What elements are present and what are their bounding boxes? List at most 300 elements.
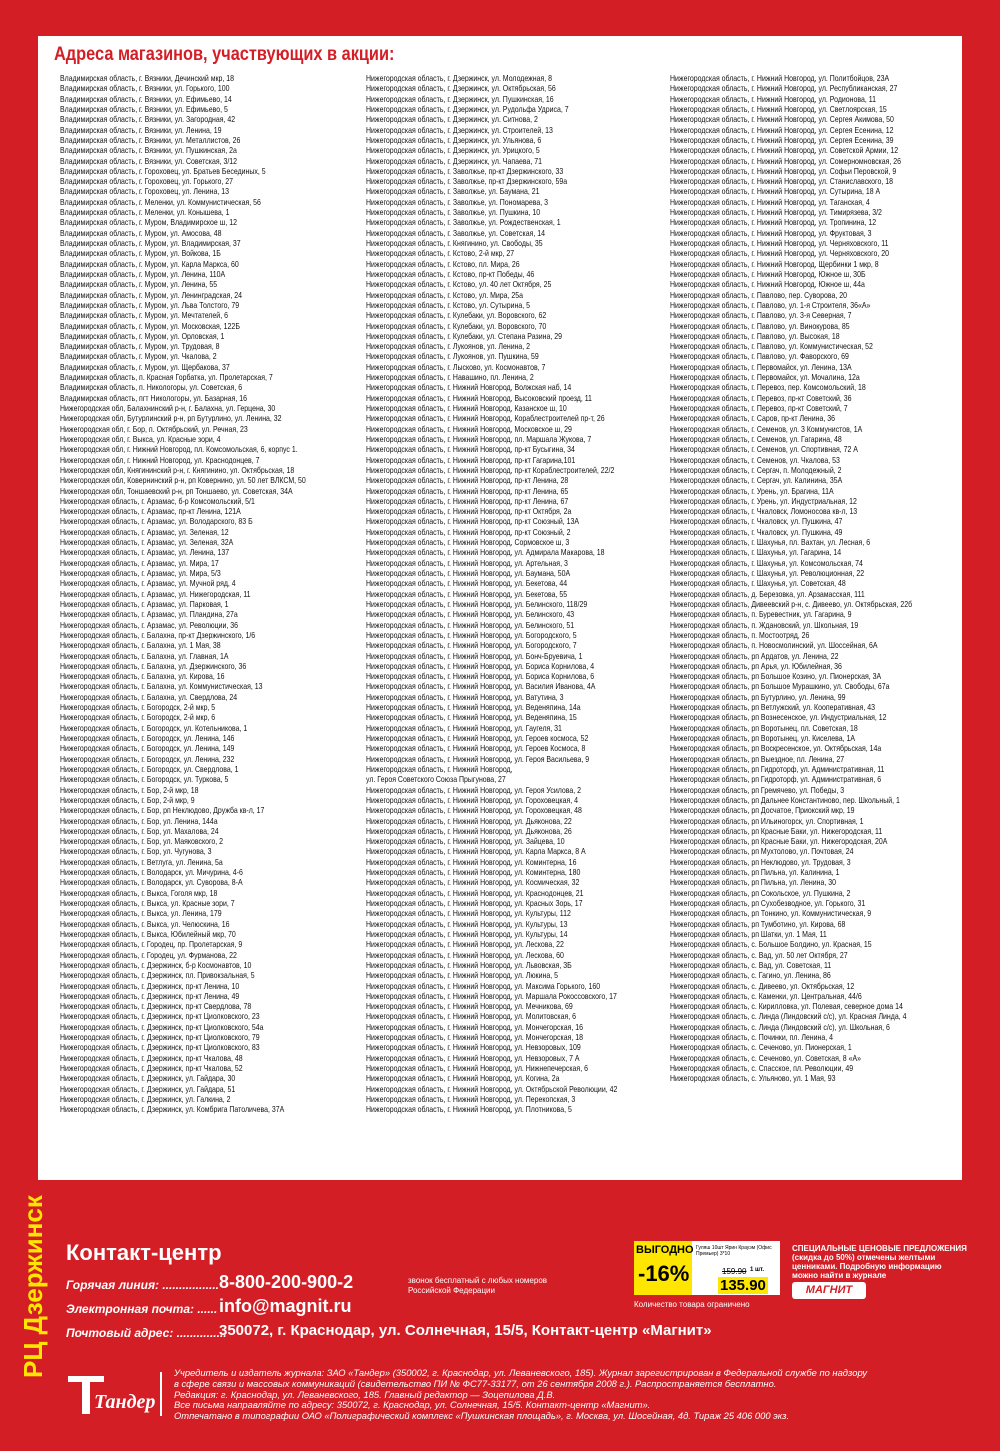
store-address: Нижегородская область, г. Первомайск, ул. Мочалина, 12а bbox=[670, 372, 860, 383]
store-address: Нижегородская область, г. Заволжье, пр-кт Дзержинского, 33 bbox=[366, 165, 564, 176]
store-address: Нижегородская область, рп Тонкино, ул. Коммунистическая, 9 bbox=[670, 908, 872, 919]
post-label: Почтовый адрес: ............... bbox=[66, 1326, 227, 1340]
store-address: Нижегородская область, г. Нижний Новгород, ул. Героев Космоса, 8 bbox=[366, 743, 586, 754]
store-address: Нижегородская область, г. Нижний Новгород, ул. Белинского, 51 bbox=[366, 619, 575, 630]
store-address: Нижегородская область, г. Дзержинск, пл. Привокзальная, 5 bbox=[60, 970, 255, 981]
store-address: Нижегородская область, г. Дзержинск, ул. Ульянова, 6 bbox=[366, 134, 542, 145]
store-address: Нижегородская область, г. Дзержинск, ул. Чапаева, 71 bbox=[366, 155, 542, 166]
store-address: Нижегородская область, с. Гагино, ул. Ленина, 86 bbox=[670, 970, 831, 981]
store-address: Нижегородская область, г. Нижний Новгород, пл. Маршала Жукова, 7 bbox=[366, 433, 592, 444]
store-address: Нижегородская область, г. Семенов, ул. Гагарина, 48 bbox=[670, 433, 842, 444]
store-address: Нижегородская область, г. Нижний Новгород, ул. Сергея Акимова, 50 bbox=[670, 114, 894, 125]
store-address: Нижегородская область, г. Богородск, ул. Ленина, 149 bbox=[60, 743, 235, 754]
store-address: Нижегородская область, г. Нижний Новгород, Волжская наб, 14 bbox=[366, 382, 572, 393]
store-address: Нижегородская область, г. Нижний Новгород, Кораблестроителей пр-т, 26 bbox=[366, 413, 605, 424]
store-address: Нижегородская область, г. Нижний Новгород, ул. Мончегорская, 16 bbox=[366, 1021, 583, 1032]
store-address: Нижегородская область, рп Мухтолово, ул. Почтовая, 24 bbox=[670, 846, 854, 857]
store-address: Нижегородская область, г. Нижний Новгород, ул. Гороховецкая, 48 bbox=[366, 805, 582, 816]
store-address: Нижегородская область, с. Вад, ул. 50 лет Октября, 27 bbox=[670, 949, 848, 960]
imprint-line-2: в сфере связи и массовых коммуникаций (свидетельство ПИ № ФС77-33177, от 26 сентября 2008 г.). Распространяется бесплатно. bbox=[174, 1377, 777, 1389]
store-address: Нижегородская область, г. Нижний Новгород, Щербинки 1 мкр, 8 bbox=[670, 258, 879, 269]
store-address: Нижегородская область, г. Нижний Новгород, ул. Невзоровых, 109 bbox=[366, 1042, 581, 1053]
magnit-logo: МАГНИТ bbox=[792, 1282, 866, 1299]
store-address: Нижегородская область, г. Дзержинск, ул. Гайдара, 30 bbox=[60, 1073, 236, 1084]
contact-center-title: Контакт-центр bbox=[66, 1240, 222, 1265]
store-address: Нижегородская область, г. Заволжье, ул. Рождественская, 1 bbox=[366, 217, 561, 228]
store-address: Нижегородская обл, Балахнинский р-н, г. Балахна, ул. Герцена, 30 bbox=[60, 403, 276, 413]
store-address: Владимирская область, г. Вязники, ул. Ефимьево, 14 bbox=[60, 93, 232, 104]
store-address: Нижегородская область, г. Нижний Новгород, ул. Веденяпина, 15 bbox=[366, 712, 577, 723]
store-address: Нижегородская область, г. Балахна, ул. Дзержинского, 36 bbox=[60, 660, 247, 671]
store-address: Нижегородская область, п. Буревестник, ул. Гагарина, 9 bbox=[670, 609, 852, 620]
store-address: Нижегородская область, рп Красные Баки, ул. Нижегородская, 11 bbox=[670, 825, 883, 836]
store-address: Нижегородская область, г. Нижний Новгород, ул. Перекопская, 3 bbox=[366, 1093, 576, 1104]
store-address: Нижегородская область, г. Павлово, ул. 3-я Северная, 7 bbox=[670, 310, 852, 321]
store-address: ул. Героя Советского Союза Прыгунова, 27 bbox=[366, 774, 506, 785]
store-address: Нижегородская область, г. Нижний Новгород, пр-кт Союзный, 2 bbox=[366, 526, 571, 537]
side-label: РЦ Дзержинск bbox=[18, 1195, 48, 1378]
store-address: Нижегородская область, г. Нижний Новгород, ул. Богородского, 7 bbox=[366, 640, 577, 651]
store-address: Нижегородская область, г. Бор, рп Неклюдово, Дружба кв-л, 17 bbox=[60, 805, 265, 816]
store-address: Нижегородская область, г. Нижний Новгород, ул. Софьи Перовской, 9 bbox=[670, 165, 897, 176]
store-address: Нижегородская область, г. Арзамас, ул. Володарского, 83 Б bbox=[60, 516, 253, 527]
store-address: Нижегородская область, рп Большое Козино, ул. Пионерская, 3А bbox=[670, 671, 882, 682]
badge-top-text: ВЫГОДНО bbox=[636, 1244, 694, 1256]
tander-logo-text: Тандер bbox=[94, 1391, 156, 1413]
store-address: Нижегородская область, г. Арзамас, ул. Нижегородская, 11 bbox=[60, 588, 251, 599]
store-address: Нижегородская область, с. Линда (Линдовский с/с), ул. Школьная, 6 bbox=[670, 1021, 890, 1032]
store-address: Нижегородская область, г. Нижний Новгород, ул. Героев космоса, 52 bbox=[366, 733, 589, 743]
store-address: Владимирская область, г. Муром, Владимирское ш, 12 bbox=[60, 217, 237, 228]
store-address: Нижегородская область, г. Кулебаки, ул. Воровского, 62 bbox=[366, 310, 547, 321]
new-price: 135.90 bbox=[720, 1277, 766, 1294]
store-address: Владимирская область, г. Муром, ул. Московская, 122Б bbox=[60, 320, 240, 331]
store-address: Нижегородская область, г. Дзержинск, б-р Космонавтов, 10 bbox=[60, 959, 252, 970]
store-address: Нижегородская область, г. Кулебаки, ул. Степана Разина, 29 bbox=[366, 330, 562, 341]
store-address: Нижегородская область, г. Нижний Новгород, ул. Веденяпина, 14а bbox=[366, 702, 581, 713]
store-address: Нижегородская область, г. Нижний Новгород, ул. Героя Усилова, 2 bbox=[366, 784, 582, 795]
store-address: Нижегородская область, г. Дзержинск, пр-кт Ленина, 10 bbox=[60, 980, 240, 991]
store-address: Нижегородская область, г. Арзамас, ул. Пландина, 27а bbox=[60, 609, 238, 620]
imprint-line-4: Все письма направляйте по адресу: 350072, г. Краснодар, ул. Солнечная, 15/5. Контакт-центр «Магнит». bbox=[174, 1399, 651, 1411]
store-address: Нижегородская область, г. Нижний Новгород, ул. Советской Армии, 12 bbox=[670, 145, 899, 156]
store-address: Владимирская область, г. Муром, ул. Мечтателей, 6 bbox=[60, 310, 228, 321]
store-address: Нижегородская область, с. Большое Болдино, ул. Красная, 15 bbox=[670, 939, 872, 950]
store-address: Нижегородская область, г. Нижний Новгород, ул. Зайцева, 10 bbox=[366, 836, 565, 847]
store-address: Нижегородская область, г. Шахунья, ул. Комсомольская, 74 bbox=[670, 557, 863, 568]
store-address: Нижегородская область, рп Гидроторф, ул. Административная, 11 bbox=[670, 763, 885, 774]
store-address: Владимирская область, г. Муром, ул. Войкова, 1Б bbox=[60, 248, 221, 259]
store-address: Нижегородская область, Дивеевский р-н, с. Дивеево, ул. Октябрьская, 22б bbox=[670, 598, 913, 609]
store-address: Нижегородская область, г. Нижний Новгород, Московское ш, 29 bbox=[366, 423, 572, 434]
store-address: Нижегородская область, г. Арзамас, ул. Мира, 5/3 bbox=[60, 568, 221, 578]
store-address: Нижегородская область, рп Выездное, пл. Ленина, 27 bbox=[670, 753, 845, 764]
store-address: Нижегородская область, г. Нижний Новгород, ул. Мончегорская, 18 bbox=[366, 1032, 583, 1043]
store-address: Нижегородская область, рп Гремячево, ул. Победы, 3 bbox=[670, 784, 845, 795]
store-address: Нижегородская область, г. Нижний Новгород, ул. Гороховецкая, 4 bbox=[366, 794, 578, 805]
store-address: Нижегородская область, рп Большое Мурашкино, ул. Свободы, 67а bbox=[670, 681, 890, 692]
store-address: Владимирская область, г. Муром, ул. Владимирская, 37 bbox=[60, 238, 241, 248]
store-address: Нижегородская область, г. Нижний Новгород, ул. Маршала Рокоссовского, 17 bbox=[366, 990, 617, 1001]
store-address: Нижегородская область, г. Нижний Новгород, пр-кт Гагарина,101 bbox=[366, 454, 576, 465]
store-address: Владимирская область, г. Вязники, ул. Ефимьево, 5 bbox=[60, 103, 228, 114]
store-address: Нижегородская область, г. Дзержинск, пр-кт Чкалова, 52 bbox=[60, 1063, 243, 1073]
store-address: Нижегородская область, с. Каменки, ул. Центральная, 44/6 bbox=[670, 990, 862, 1001]
discount-percent: -16% bbox=[638, 1261, 690, 1286]
store-address: Нижегородская область, г. Городец, пр. Пролетарская, 9 bbox=[60, 939, 243, 950]
store-address: Нижегородская область, г. Нижний Новгород, ул. Красных Зорь, 17 bbox=[366, 898, 583, 908]
store-address: Нижегородская область, г. Шахунья, ул. Революционная, 22 bbox=[670, 568, 865, 578]
store-address: Нижегородская область, г. Лукоянов, ул. Ленина, 2 bbox=[366, 341, 531, 352]
store-address: Нижегородская область, с. Дивеево, ул. Октябрьская, 12 bbox=[670, 980, 855, 991]
store-address: Нижегородская область, г. Павлово, ул. 1-я Строителя, 36«А» bbox=[670, 299, 871, 310]
store-address: Нижегородская область, г. Нижний Новгород, ул. Василия Иванова, 4А bbox=[366, 681, 596, 692]
store-address: Нижегородская область, г. Дзержинск, ул. Галкина, 2 bbox=[60, 1093, 231, 1104]
store-address: Нижегородская область, г. Нижний Новгород, пр-кт Ленина, 65 bbox=[366, 485, 569, 496]
store-address: Нижегородская область, г. Нижний Новгород, ул. Станиславского, 18 bbox=[670, 176, 893, 187]
store-address: Нижегородская область, г. Нижний Новгород, ул. Республиканская, 27 bbox=[670, 83, 898, 94]
store-address: Нижегородская область, г. Нижний Новгород, ул. Артельная, 3 bbox=[366, 557, 568, 568]
promo-caption: Количество товара ограничено bbox=[634, 1300, 750, 1309]
store-address: Нижегородская область, рп Арья, ул. Юбилейная, 36 bbox=[670, 660, 842, 671]
store-address: Нижегородская область, г. Нижний Новгород, ул. Культуры, 14 bbox=[366, 928, 568, 939]
store-address: Нижегородская область, г. Семенов, ул. Спортивная, 72 А bbox=[670, 444, 858, 455]
store-address: Нижегородская область, г. Арзамас, б-р Комсомольский, 5/1 bbox=[60, 495, 255, 506]
store-address: Нижегородская область, г. Нижний Новгород, ул. Родионова, 11 bbox=[670, 93, 876, 104]
store-address: Нижегородская область, г. Нижний Новгород, ул. Космическая, 32 bbox=[366, 877, 580, 888]
store-address: Нижегородская область, г. Дзержинск, пр-кт Циолковского, 79 bbox=[60, 1032, 260, 1043]
address-column-2 bbox=[366, 73, 664, 1115]
store-address: Нижегородская область, г. Нижний Новгород, ул. Ватутина, 3 bbox=[366, 691, 564, 702]
store-address: Нижегородская область, г. Нижний Новгород, ул. Краснодонцев, 21 bbox=[366, 887, 584, 898]
store-address: Нижегородская область, г. Нижний Новгород, пр-кт Бусыгина, 34 bbox=[366, 444, 575, 455]
price-unit: 1 шт. bbox=[750, 1267, 765, 1273]
store-address: Нижегородская область, г. Заволжье, пр-кт Дзержинского, 59а bbox=[366, 176, 568, 187]
store-address: Нижегородская область, рп Досчатое, Приокский мкр, 19 bbox=[670, 805, 855, 816]
store-address: Нижегородская область, г. Урень, ул. Индустриальная, 12 bbox=[670, 495, 857, 506]
store-address: Нижегородская область, г. Дзержинск, ул. Рудольфа Удриса, 7 bbox=[366, 103, 569, 114]
store-address: Нижегородская область, г. Нижний Новгород, Южное ш, 44а bbox=[670, 279, 865, 290]
store-address: Нижегородская область, рп Пильна, ул. Калинина, 1 bbox=[670, 867, 840, 878]
store-address: Нижегородская область, г. Володарск, ул. Суворова, 8-А bbox=[60, 877, 243, 888]
page-title: Адреса магазинов, участвующих в акции: bbox=[54, 44, 395, 65]
store-address: Нижегородская область, г. Нижний Новгород, ул. Сомерномновская, 26 bbox=[670, 155, 902, 166]
store-address: Нижегородская область, г. Балахна, ул. Свердлова, 24 bbox=[60, 691, 238, 702]
store-address: Нижегородская область, г. Арзамас, ул. Зеленая, 32А bbox=[60, 537, 234, 548]
store-address: Владимирская область, г. Гороховец, ул. Братьев Бесединых, 5 bbox=[60, 165, 266, 176]
store-address: Нижегородская область, г. Урень, ул. Брагина, 11А bbox=[670, 485, 834, 496]
store-address: Нижегородская область, г. Бор, 2-й мкр, 9 bbox=[60, 794, 195, 805]
store-address: Владимирская область, г. Вязники, ул. Металлистов, 26 bbox=[60, 134, 241, 145]
store-address: Нижегородская область, г. Бор, ул. Маяковского, 2 bbox=[60, 836, 224, 847]
store-address: Нижегородская область, г. Нижний Новгород, ул. Светлоярская, 15 bbox=[670, 103, 887, 114]
tander-logo bbox=[64, 1370, 158, 1418]
store-address: Нижегородская область, г. Богородск, ул. Туркова, 5 bbox=[60, 774, 229, 785]
store-address: Нижегородская обл, Бутурлинский р-н, рп Бутурлино, ул. Ленина, 32 bbox=[60, 413, 282, 424]
store-address: Нижегородская область, г. Нижний Новгород, ул. Баумана, 50А bbox=[366, 568, 571, 578]
store-address: Нижегородская область, г. Нижний Новгород, ул. Белинского, 43 bbox=[366, 609, 575, 620]
store-address: Владимирская область, г. Вязники, ул. Горького, 100 bbox=[60, 83, 230, 94]
store-address: Нижегородская область, г. Сергач, п. Молодежный, 2 bbox=[670, 464, 842, 475]
store-address: Нижегородская область, г. Ветлуга, ул. Ленина, 5а bbox=[60, 856, 223, 867]
store-address: Нижегородская область, г. Нижний Новгород, ул. Когина, 2а bbox=[366, 1073, 560, 1084]
store-address: Нижегородская область, г. Дзержинск, пр-кт Циолковского, 54а bbox=[60, 1021, 264, 1032]
store-address: Нижегородская область, г. Нижний Новгород, ул. Тимирязева, 3/2 bbox=[670, 207, 882, 218]
store-address: Нижегородская область, г. Заволжье, ул. Пономарева, 3 bbox=[366, 196, 549, 207]
address-column-3 bbox=[670, 73, 962, 1084]
store-address: Владимирская область, г. Вязники, ул. Пушкинская, 2а bbox=[60, 145, 237, 156]
store-address: Нижегородская область, г. Перевоз, пр-кт Советский, 36 bbox=[670, 392, 852, 403]
store-address: Нижегородская область, г. Кстово, 2-й мкр, 27 bbox=[366, 248, 515, 259]
store-address: Нижегородская область, рп Воротынец, ул. Киселева, 1А bbox=[670, 733, 856, 743]
store-address: Нижегородская область, г. Бор, ул. Чугунова, 3 bbox=[60, 846, 212, 857]
store-address: Нижегородская область, г. Павлово, ул. Коммунистическая, 52 bbox=[670, 341, 873, 352]
store-address: Нижегородская область, г. Дзержинск, ул. Урицкого, 5 bbox=[366, 145, 540, 156]
store-address: Нижегородская область, г. Дзержинск, ул. Пушкинская, 16 bbox=[366, 93, 554, 104]
store-address: Нижегородская область, г. Бор, ул. Махалова, 24 bbox=[60, 825, 219, 836]
store-address: Нижегородская область, г. Нижний Новгород, ул. Мечникова, 69 bbox=[366, 1001, 573, 1012]
hotline-number[interactable]: 8-800-200-900-2 bbox=[219, 1272, 354, 1292]
store-address: Нижегородская область, г. Нижний Новгород, ул. Лескова, 22 bbox=[366, 939, 564, 950]
store-address: Нижегородская область, г. Нижний Новгород, Казанское ш, 10 bbox=[366, 403, 567, 413]
store-address: Владимирская область, г. Муром, ул. Льва Толстого, 79 bbox=[60, 299, 240, 310]
store-address: Нижегородская область, г. Богородск, ул. Котельникова, 1 bbox=[60, 722, 248, 733]
store-address: Нижегородская область, г. Нижний Новгород, ул. Тропинина, 12 bbox=[670, 217, 877, 228]
store-address: Нижегородская область, г. Богородск, 2-й мкр, 5 bbox=[60, 702, 216, 713]
store-address: Нижегородская область, г. Нижний Новгород, ул. Сутырина, 18 А bbox=[670, 186, 881, 197]
store-address: Нижегородская область, п. Ждановский, ул. Школьная, 19 bbox=[670, 619, 859, 630]
store-address: Нижегородская область, г. Нижний Новгород, ул. Фруктовая, 3 bbox=[670, 227, 872, 238]
store-address: Нижегородская область, с. Вад, ул. Советская, 11 bbox=[670, 959, 832, 970]
store-address: Нижегородская область, г. Арзамас, ул. Мира, 17 bbox=[60, 557, 219, 568]
store-address: Нижегородская область, г. Нижний Новгород, ул. Сергея Есенина, 12 bbox=[670, 124, 894, 135]
store-address: Нижегородская область, г. Нижний Новгород, Высоковский проезд, 11 bbox=[366, 392, 592, 403]
imprint-line-1: Учредитель и издатель журнала: ЗАО «Тандер» (350002, г. Краснодар, ул. Леваневского, 185). Журнал зарегистрирован в Федеральной службе по надзору bbox=[174, 1367, 868, 1378]
store-address: Нижегородская область, г. Навашино, пл. Ленина, 2 bbox=[366, 372, 534, 383]
store-address: Нижегородская область, г. Кстово, пл. Мира, 26 bbox=[366, 258, 520, 269]
store-address: Нижегородская область, г. Дзержинск, ул. Комбрига Патоличева, 37А bbox=[60, 1104, 285, 1115]
hotline-note: звонок бесплатный с любых номеров Российской Федерации bbox=[408, 1276, 548, 1295]
hotline-label: Горячая линия: ................. bbox=[66, 1278, 220, 1292]
store-address: Нижегородская область, г. Нижний Новгород, ул. Дьяконова, 22 bbox=[366, 815, 572, 826]
store-address: Нижегородская обл, г. Бор, п. Октябрьский, ул. Речная, 23 bbox=[60, 423, 248, 434]
store-address: Нижегородская область, г. Выкса, ул. Челюскина, 16 bbox=[60, 918, 230, 929]
store-address: Нижегородская область, г. Арзамас, ул. Революции, 36 bbox=[60, 619, 238, 630]
store-address: Нижегородская область, г. Нижний Новгород, ул. Героя Васильева, 9 bbox=[366, 753, 590, 764]
imprint bbox=[174, 1368, 974, 1422]
store-address: Нижегородская область, г. Нижний Новгород, ул. Лескова, 60 bbox=[366, 949, 564, 960]
store-address: Нижегородская область, г. Нижний Новгород, ул. Бориса Корнилова, 6 bbox=[366, 671, 595, 682]
store-address: Нижегородская область, г. Нижний Новгород, Южное ш, 30Б bbox=[670, 268, 866, 279]
store-address: Нижегородская область, г. Нижний Новгород, Сормовское ш, 3 bbox=[366, 537, 570, 548]
store-address: Нижегородская область, г. Нижний Новгород, ул. Невзоровых, 7 А bbox=[366, 1052, 580, 1063]
store-address: Нижегородская область, г. Княгинино, ул. Свободы, 35 bbox=[366, 238, 543, 248]
store-address: Нижегородская область, г. Выкса, ул. Ленина, 179 bbox=[60, 908, 222, 919]
store-address: Нижегородская обл, Ковернинский р-н, рп Ковернино, ул. 50 лет ВЛКСМ, 50 bbox=[60, 475, 306, 486]
store-address: Нижегородская область, г. Арзамас, ул. Парковая, 1 bbox=[60, 598, 229, 609]
store-address: Нижегородская область, г. Нижний Новгород, ул. Политбойцов, 23А bbox=[670, 73, 890, 83]
store-address: Владимирская область, г. Гороховец, ул. Горького, 27 bbox=[60, 176, 233, 187]
store-address: Нижегородская обл, Тоншаевский р-н, рп Тоншаево, ул. Советская, 34А bbox=[60, 485, 293, 496]
store-address: Владимирская область, г. Муром, ул. Трудовая, 8 bbox=[60, 341, 220, 352]
store-address: Нижегородская область, с. Сеченово, ул. Советская, 8 «А» bbox=[670, 1052, 861, 1063]
store-address: Нижегородская область, г. Нижний Новгород, ул. Адмирала Макарова, 18 bbox=[366, 547, 605, 558]
store-address: Владимирская область, г. Меленки, ул. Конышева, 1 bbox=[60, 207, 230, 218]
store-address: Нижегородская обл, г. Выкса, ул. Красные зори, 4 bbox=[60, 433, 221, 444]
store-address: Нижегородская область, г. Дзержинск, ул. Ситнова, 2 bbox=[366, 114, 538, 125]
store-address: Владимирская область, п. Красная Горбатка, ул. Пролетарская, 7 bbox=[60, 372, 273, 383]
store-address: Нижегородская область, г. Дзержинск, пр-кт Ленина, 49 bbox=[60, 990, 240, 1001]
address-column-1 bbox=[60, 73, 358, 1115]
store-address: Нижегородская область, г. Нижний Новгород, ул. Дьяконова, 26 bbox=[366, 825, 572, 836]
store-address: Нижегородская область, г. Заволжье, ул. Пушкина, 10 bbox=[366, 207, 541, 218]
store-address: Нижегородская область, г. Нижний Новгород, ул. Бекетова, 44 bbox=[366, 578, 568, 589]
store-address: Нижегородская область, г. Семенов, ул. 3 Коммунистов, 1А bbox=[670, 423, 863, 434]
store-address: Нижегородская область, г. Нижний Новгород, ул. Максима Горького, 160 bbox=[366, 980, 601, 991]
store-address: Нижегородская область, г. Павлово, ул. Винокурова, 85 bbox=[670, 320, 850, 331]
store-address: Нижегородская область, п. Новосмолинский, ул. Шоссейная, 6А bbox=[670, 640, 878, 651]
store-address: Нижегородская область, г. Нижний Новгород, ул. Культуры, 13 bbox=[366, 918, 568, 929]
store-address: Нижегородская область, рп Ильиногорск, ул. Спортивная, 1 bbox=[670, 815, 864, 826]
store-address: Нижегородская область, г. Лукоянов, ул. Пушкина, 59 bbox=[366, 351, 539, 362]
store-address: Нижегородская область, г. Богородск, ул. Свердлова, 1 bbox=[60, 763, 239, 774]
discount-badge bbox=[634, 1241, 692, 1295]
store-address: Нижегородская область, г. Кстово, ул. Мира, 25а bbox=[366, 289, 524, 300]
store-address: Владимирская область, г. Меленки, ул. Коммунистическая, 56 bbox=[60, 196, 261, 207]
store-address: Владимирская область, г. Муром, ул. Амосова, 48 bbox=[60, 227, 222, 238]
store-address: Нижегородская область, г. Шахунья, ул. Советская, 48 bbox=[670, 578, 846, 589]
store-address: Нижегородская область, рп Сухобезводное, ул. Горького, 31 bbox=[670, 898, 866, 908]
store-address: Нижегородская область, г. Заволжье, ул. Советская, 14 bbox=[366, 227, 545, 238]
store-address: Нижегородская область, г. Дзержинск, пр-кт Циолковского, 83 bbox=[60, 1042, 260, 1053]
store-address: Нижегородская область, г. Арзамас, ул. Мучной ряд, 4 bbox=[60, 578, 236, 589]
store-address: Владимирская область, г. Гороховец, ул. Ленина, 13 bbox=[60, 186, 229, 197]
store-address: Нижегородская область, г. Перевоз, пр-кт Советский, 7 bbox=[670, 403, 848, 413]
store-address: Нижегородская область, г. Нижний Новгород, ул. Октябрьской Революции, 42 bbox=[366, 1083, 618, 1094]
store-address: Нижегородская область, г. Павлово, пер. Суворова, 20 bbox=[670, 289, 848, 300]
store-address: Нижегородская область, г. Нижний Новгород, ул. Бекетова, 55 bbox=[366, 588, 568, 599]
store-address: Нижегородская область, г. Кстово, ул. 40 лет Октября, 25 bbox=[366, 279, 552, 290]
store-address: Нижегородская область, г. Нижний Новгород, пр-кт Ленина, 67 bbox=[366, 495, 569, 506]
old-price: 159.90 bbox=[722, 1267, 747, 1276]
store-address: Нижегородская область, с. Ульяново, ул. 1 Мая, 93 bbox=[670, 1073, 836, 1084]
store-address: Нижегородская область, г. Нижний Новгород, ул. Черняховского, 20 bbox=[670, 248, 890, 259]
store-address: Нижегородская область, г. Арзамас, ул. Зеленая, 12 bbox=[60, 526, 229, 537]
store-address: Нижегородская область, г. Бор, ул. Ленина, 144а bbox=[60, 815, 218, 826]
store-address: Владимирская область, г. Вязники, ул. Загородная, 42 bbox=[60, 114, 236, 125]
store-address: Нижегородская область, г. Кстово, пр-кт Победы, 46 bbox=[366, 268, 535, 279]
store-address: Нижегородская область, г. Нижний Новгород, ул. Культуры, 112 bbox=[366, 908, 571, 919]
store-address: Нижегородская область, г. Городец, ул. Фурманова, 22 bbox=[60, 949, 237, 960]
email-link[interactable]: info@magnit.ru bbox=[219, 1296, 352, 1316]
store-address: Нижегородская область, с. Сеченово, ул. Пионерская, 1 bbox=[670, 1042, 852, 1053]
store-address: Нижегородская область, с. Линда (Линдовский с/с), ул. Красная Линда, 4 bbox=[670, 1011, 907, 1022]
store-address: Нижегородская область, г. Володарск, ул. Мичурина, 4-6 bbox=[60, 867, 243, 878]
store-address: Нижегородская область, рп Воротынец, пл. Советская, 18 bbox=[670, 722, 858, 733]
store-address: Нижегородская область, г. Нижний Новгород, пр-кт Ленина, 28 bbox=[366, 475, 569, 486]
store-address: Нижегородская область, г. Богородск, ул. Ленина, 232 bbox=[60, 753, 235, 764]
store-address: Нижегородская область, г. Дзержинск, ул. Строителей, 13 bbox=[366, 124, 553, 135]
store-address: Владимирская область, г. Вязники, Дечинский мкр, 18 bbox=[60, 73, 235, 83]
store-address: Нижегородская область, г. Нижний Новгород, ул. Богородского, 5 bbox=[366, 629, 577, 640]
store-address: Нижегородская область, г. Бор, 2-й мкр, 18 bbox=[60, 784, 199, 795]
store-address: Нижегородская область, п. Мостоотряд, 26 bbox=[670, 629, 810, 640]
store-address: Нижегородская область, рп Вознесенское, ул. Индустриальная, 12 bbox=[670, 712, 887, 723]
store-address: Нижегородская область, г. Нижний Новгород, ул. Таганская, 4 bbox=[670, 196, 870, 207]
store-address: Нижегородская область, рп Ардатов, ул. Ленина, 22 bbox=[670, 650, 839, 661]
store-address: Нижегородская область, г. Кстово, ул. Сутырина, 5 bbox=[366, 299, 531, 310]
store-address: Владимирская область, г. Вязники, ул. Советская, 3/12 bbox=[60, 155, 238, 166]
price-block bbox=[696, 1245, 776, 1294]
store-address: Нижегородская область, рп Дальнее Константиново, пер. Школьный, 1 bbox=[670, 794, 900, 805]
store-address: Нижегородская область, г. Нижний Новгород, ул. Сергея Есенина, 39 bbox=[670, 134, 894, 145]
store-address: Нижегородская область, г. Саров, пр-кт Ленина, 36 bbox=[670, 413, 835, 424]
store-address: Нижегородская область, рп Красные Баки, ул. Нижегородская, 20А bbox=[670, 836, 888, 847]
store-address: Нижегородская область, г. Заволжье, ул. Баумана, 21 bbox=[366, 186, 540, 197]
store-address: Владимирская область, г. Муром, ул. Ленина, 110А bbox=[60, 268, 226, 279]
store-address: Нижегородская область, г. Нижний Новгород, пр-кт Кораблестроителей, 22/2 bbox=[366, 464, 615, 475]
address-sheet bbox=[38, 36, 962, 1180]
store-address: Владимирская область, г. Муром, ул. Ленинградская, 24 bbox=[60, 289, 242, 300]
store-address: Нижегородская область, рп Сокольское, ул. Пушкина, 2 bbox=[670, 887, 851, 898]
store-address: Нижегородская область, г. Нижний Новгород, ул. Плотникова, 5 bbox=[366, 1104, 572, 1115]
store-address: Владимирская область, г. Вязники, ул. Ленина, 19 bbox=[60, 124, 222, 135]
store-address: Нижегородская область, г. Балахна, ул. 1 Мая, 38 bbox=[60, 640, 221, 651]
store-address: Нижегородская область, г. Арзамас, пр-кт Ленина, 121А bbox=[60, 506, 241, 517]
store-address: Нижегородская область, г. Кулебаки, ул. Воровского, 70 bbox=[366, 320, 547, 331]
store-address: Нижегородская обл, Княгининский р-н, г. Княгинино, ул. Октябрьская, 18 bbox=[60, 464, 295, 475]
store-address: Нижегородская область, г. Семенов, ул. Чкалова, 53 bbox=[670, 454, 840, 465]
store-address: Нижегородская область, г. Нижний Новгород, пр-кт Октября, 2а bbox=[366, 506, 572, 517]
store-address: Нижегородская область, г. Первомайск, ул. Ленина, 13А bbox=[670, 361, 852, 372]
store-address: Нижегородская область, рп Шатки, ул. 1 Мая, 11 bbox=[670, 928, 827, 939]
store-address: Нижегородская область, с. Спасское, пл. Революции, 49 bbox=[670, 1063, 854, 1073]
store-address: Нижегородская область, г. Чкаловск, ул. Пушкина, 49 bbox=[670, 526, 843, 537]
store-address: Нижегородская область, г. Павлово, ул. Фаворского, 69 bbox=[670, 351, 849, 362]
store-address: Нижегородская область, г. Нижний Новгород, ул. Гаугеля, 31 bbox=[366, 722, 562, 733]
store-address: Нижегородская область, рп Ветлужский, ул. Кооперативная, 43 bbox=[670, 702, 875, 713]
store-address: Нижегородская область, г. Чкаловск, ул. Пушкина, 47 bbox=[670, 516, 843, 527]
store-address: Владимирская область, пгт Никологоры, ул. Базарная, 16 bbox=[60, 392, 248, 403]
post-address: 350072, г. Краснодар, ул. Солнечная, 15/5, Контакт-центр «Магнит» bbox=[219, 1322, 712, 1339]
store-address: Нижегородская область, г. Дзержинск, пр-кт Свердлова, 78 bbox=[60, 1001, 252, 1012]
email-label: Электронная почта: ...... bbox=[66, 1302, 218, 1316]
store-address: Нижегородская область, г. Арзамас, ул. Ленина, 137 bbox=[60, 547, 230, 558]
store-address: Владимирская область, г. Муром, ул. Карла Маркса, 60 bbox=[60, 258, 239, 269]
store-address: Нижегородская область, рп Воскресенское, ул. Октябрьская, 14а bbox=[670, 743, 882, 754]
store-address: Нижегородская область, г. Балахна, ул. Коммунистическая, 13 bbox=[60, 681, 263, 692]
product-name: Гуляш 10шт Ярин Крауэм (Офис Премьер) 3*10 bbox=[696, 1245, 772, 1257]
store-address: Нижегородская область, г. Нижний Новгород, ул. Коминтерна, 16 bbox=[366, 856, 577, 867]
imprint-line-5: Отпечатано в типографии ОАО «Полиграфический комплекс «Пушкинская площадь», г. Москва, ул. Шосейная, 4д. Тираж 25 406 000 экз. bbox=[174, 1410, 790, 1422]
store-address: Нижегородская область, рп Гидроторф, ул. Административная, 6 bbox=[670, 774, 882, 785]
price-tag-sample bbox=[634, 1241, 780, 1295]
store-address: Нижегородская область, г. Нижний Новгород, ул. Львовская, 3Б bbox=[366, 959, 572, 970]
store-address: Нижегородская область, с. Починки, пл. Ленина, 4 bbox=[670, 1032, 834, 1043]
store-address: Нижегородская область, г. Нижний Новгород, ул. Молитовская, 6 bbox=[366, 1011, 577, 1022]
store-address: Нижегородская область, г. Нижний Новгород, пр-кт Союзный, 13А bbox=[366, 516, 580, 527]
tander-logo-icon bbox=[64, 1370, 158, 1418]
imprint-line-3: Редакция: г. Краснодар, ул. Леваневского, 185. Главный редактор — Зоцепилова Д.В. bbox=[174, 1388, 556, 1400]
store-address: Нижегородская область, г. Выкса, Юбилейный мкр, 70 bbox=[60, 928, 236, 939]
store-address: Нижегородская область, г. Балахна, пр-кт Дзержинского, 1/6 bbox=[60, 629, 256, 640]
store-address: Нижегородская область, г. Шахунья, ул. Гагарина, 14 bbox=[670, 547, 842, 558]
store-address: Владимирская область, г. Муром, ул. Ленина, 55 bbox=[60, 279, 218, 290]
store-address: Нижегородская область, рп Тумботино, ул. Кирова, 68 bbox=[670, 918, 846, 929]
logo-divider bbox=[160, 1372, 162, 1416]
store-address: Нижегородская область, с. Кирилловка, ул. Полевая, северное дома 14 bbox=[670, 1001, 903, 1012]
store-address: Нижегородская обл, г. Нижний Новгород, пл. Комсомольская, 6, корпус 1. bbox=[60, 444, 298, 455]
